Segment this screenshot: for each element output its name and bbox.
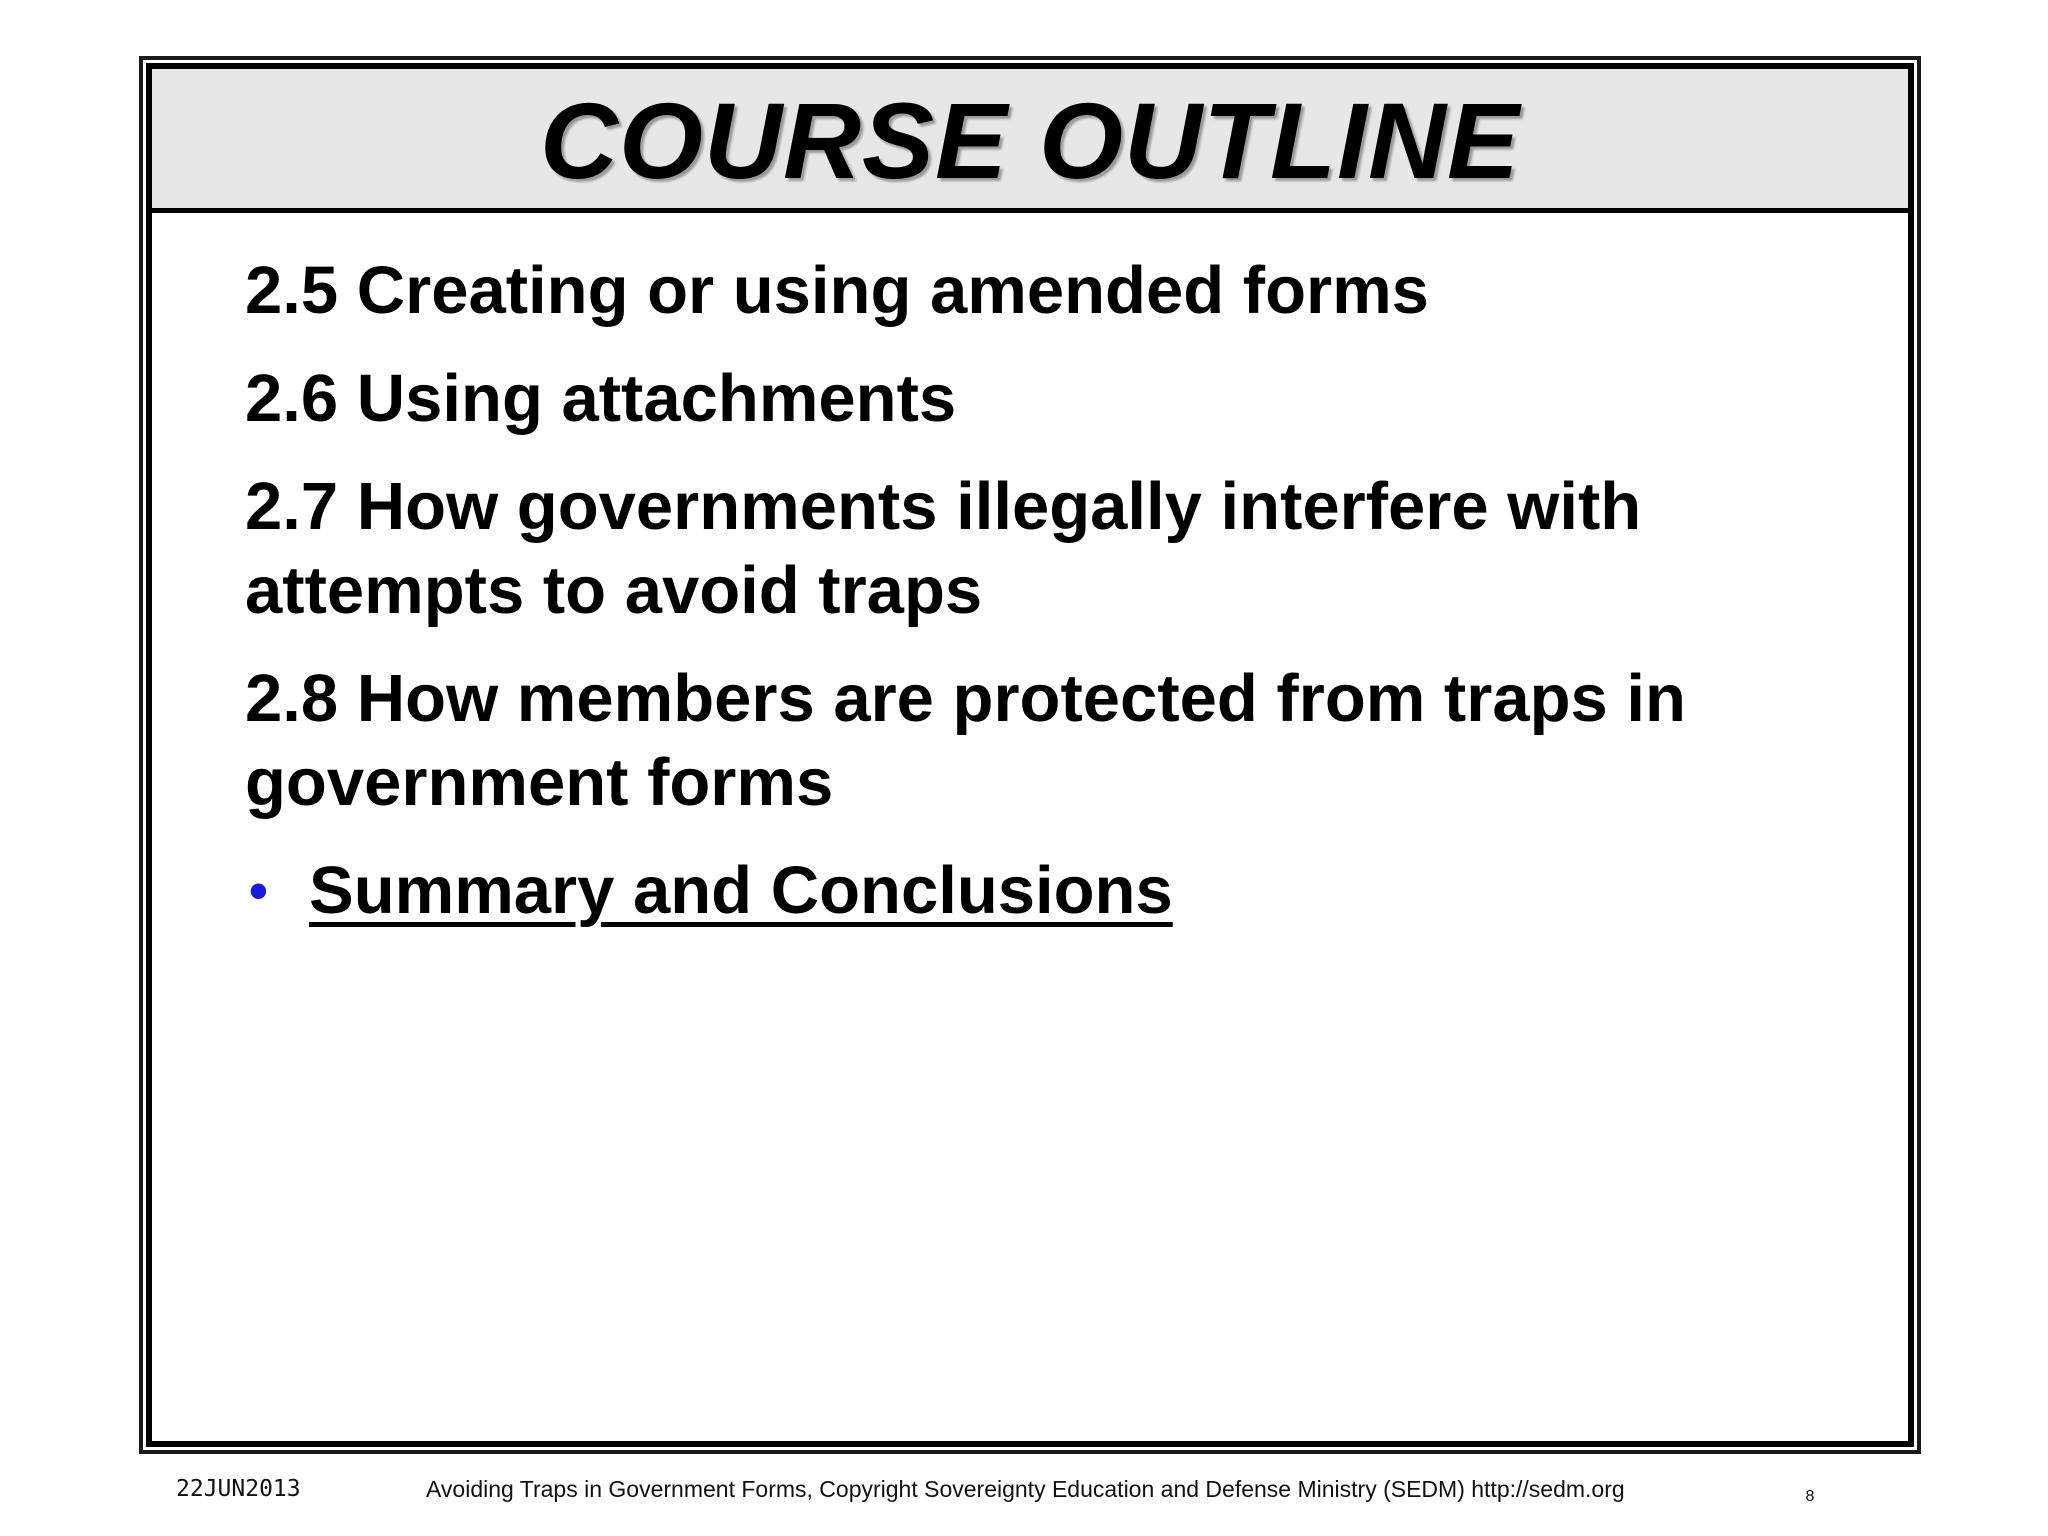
slide-frame: [146, 63, 1914, 1447]
summary-item: [245, 849, 1805, 933]
outline-item-2-6: 2.6 Using attachments: [245, 361, 957, 436]
outline-item-2-7: 2.7 How governments illegally interfere with attempts to avoid traps: [245, 469, 1642, 628]
course-outline-list: [245, 249, 1805, 933]
slide-title: COURSE OUTLINE: [539, 80, 1521, 201]
page-number: 8: [1805, 1488, 1815, 1505]
footer-date: 22JUN2013: [176, 1476, 301, 1502]
outline-item-2-8: 2.8 How members are protected from traps in government forms: [245, 661, 1686, 820]
footer-copyright: Avoiding Traps in Government Forms, Copyright Sovereignty Education and Defense Ministry (SEDM) http://sedm.org: [426, 1476, 1625, 1502]
bullet-icon: •: [249, 861, 268, 921]
title-band: [152, 69, 1908, 213]
outline-item-2-5: 2.5 Creating or using amended forms: [245, 253, 1429, 328]
summary-conclusions-label: Summary and Conclusions: [309, 853, 1173, 928]
